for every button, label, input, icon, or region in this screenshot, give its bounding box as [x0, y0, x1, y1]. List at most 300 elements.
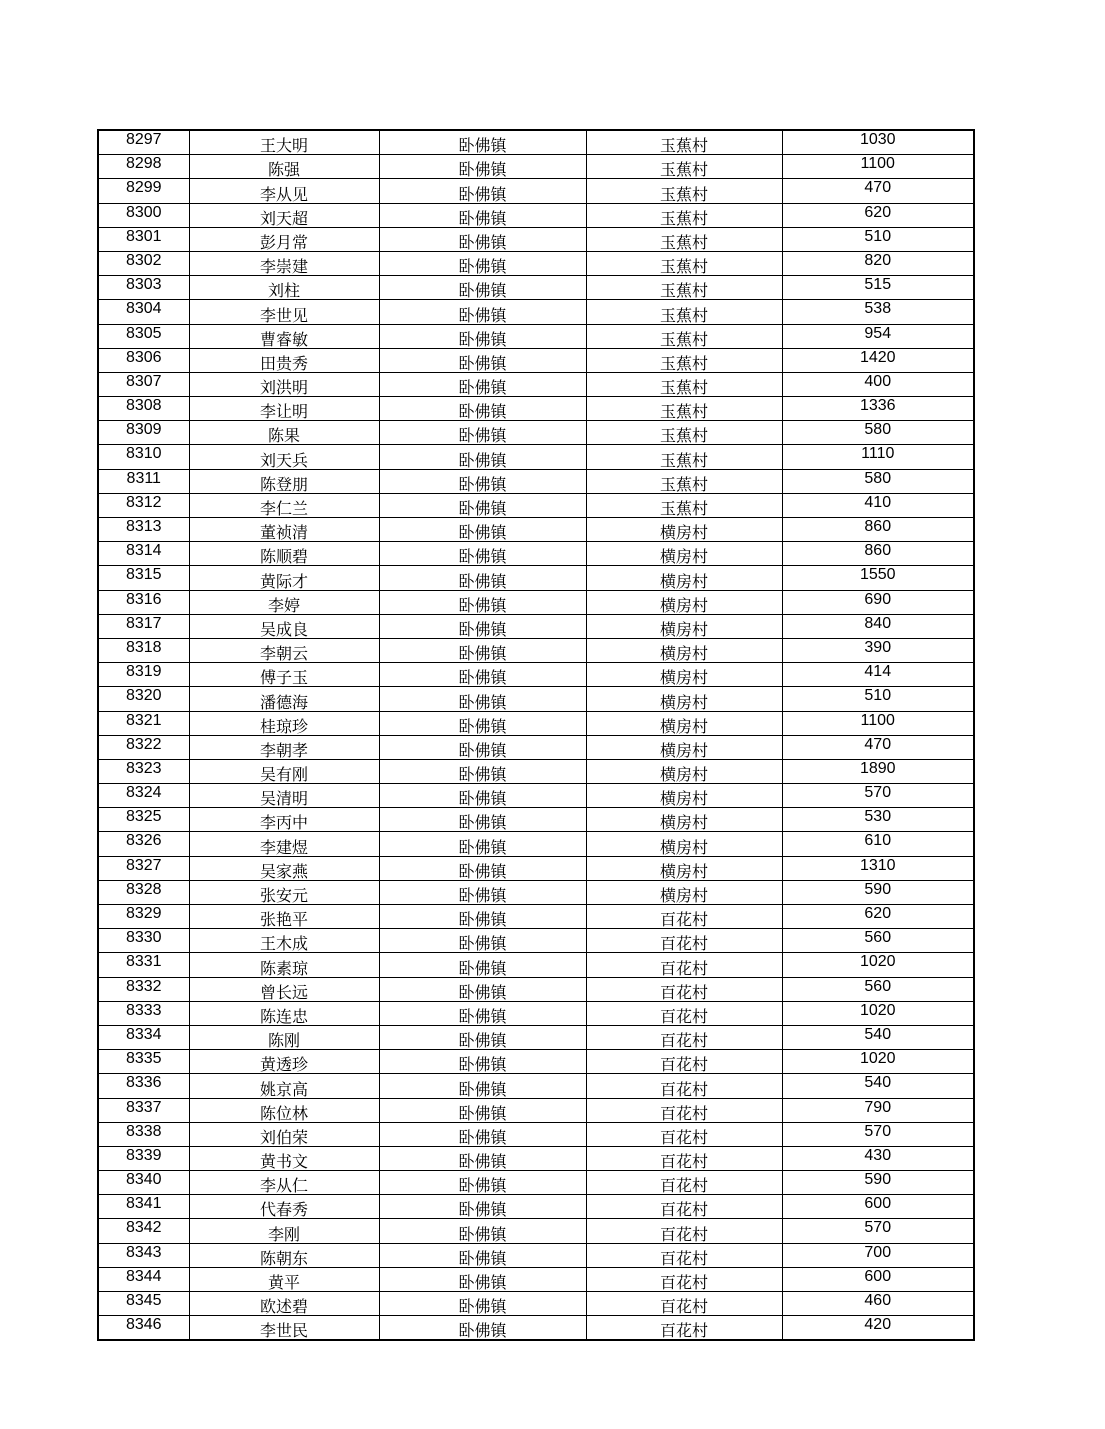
table-row [98, 929, 974, 953]
name-cell: 董祯清 [189, 518, 379, 542]
name-cell: 李刚 [189, 1219, 379, 1243]
amount-cell: 600 [782, 1267, 974, 1291]
amount-cell: 1100 [782, 155, 974, 179]
village-cell: 横房村 [586, 832, 782, 856]
town-cell: 卧佛镇 [379, 251, 586, 275]
amount-cell: 580 [782, 469, 974, 493]
village-cell: 玉蕉村 [586, 276, 782, 300]
town-cell: 卧佛镇 [379, 1001, 586, 1025]
amount-cell: 570 [782, 1219, 974, 1243]
row-number-cell: 8324 [98, 784, 189, 808]
amount-cell: 610 [782, 832, 974, 856]
town-cell: 卧佛镇 [379, 953, 586, 977]
name-cell: 黄书文 [189, 1146, 379, 1170]
village-cell: 百花村 [586, 929, 782, 953]
name-cell: 刘柱 [189, 276, 379, 300]
table-row [98, 1267, 974, 1291]
name-cell: 吴成良 [189, 614, 379, 638]
row-number-cell: 8336 [98, 1074, 189, 1098]
amount-cell: 790 [782, 1098, 974, 1122]
village-cell: 玉蕉村 [586, 300, 782, 324]
town-cell: 卧佛镇 [379, 542, 586, 566]
table-row [98, 590, 974, 614]
name-cell: 吴有刚 [189, 759, 379, 783]
amount-cell: 690 [782, 590, 974, 614]
village-cell: 横房村 [586, 711, 782, 735]
name-cell: 田贵秀 [189, 348, 379, 372]
row-number-cell: 8339 [98, 1146, 189, 1170]
village-cell: 横房村 [586, 735, 782, 759]
table-row [98, 421, 974, 445]
amount-cell: 1336 [782, 397, 974, 421]
town-cell: 卧佛镇 [379, 711, 586, 735]
table-row [98, 251, 974, 275]
table-row [98, 276, 974, 300]
table-row [98, 1292, 974, 1316]
row-number-cell: 8333 [98, 1001, 189, 1025]
village-cell: 横房村 [586, 542, 782, 566]
row-number-cell: 8318 [98, 638, 189, 662]
village-cell: 百花村 [586, 977, 782, 1001]
amount-cell: 590 [782, 1171, 974, 1195]
row-number-cell: 8317 [98, 614, 189, 638]
amount-cell: 510 [782, 687, 974, 711]
amount-cell: 530 [782, 808, 974, 832]
row-number-cell: 8310 [98, 445, 189, 469]
amount-cell: 1030 [782, 130, 974, 155]
town-cell: 卧佛镇 [379, 276, 586, 300]
table-row [98, 808, 974, 832]
town-cell: 卧佛镇 [379, 324, 586, 348]
name-cell: 张艳平 [189, 905, 379, 929]
table-row [98, 1146, 974, 1170]
amount-cell: 510 [782, 227, 974, 251]
town-cell: 卧佛镇 [379, 348, 586, 372]
table-row [98, 1219, 974, 1243]
town-cell: 卧佛镇 [379, 1122, 586, 1146]
town-cell: 卧佛镇 [379, 1292, 586, 1316]
amount-cell: 620 [782, 203, 974, 227]
name-cell: 陈强 [189, 155, 379, 179]
town-cell: 卧佛镇 [379, 759, 586, 783]
row-number-cell: 8320 [98, 687, 189, 711]
village-cell: 横房村 [586, 518, 782, 542]
village-cell: 横房村 [586, 638, 782, 662]
town-cell: 卧佛镇 [379, 1146, 586, 1170]
town-cell: 卧佛镇 [379, 735, 586, 759]
town-cell: 卧佛镇 [379, 1025, 586, 1049]
row-number-cell: 8321 [98, 711, 189, 735]
table-body [98, 130, 974, 1340]
row-number-cell: 8309 [98, 421, 189, 445]
village-cell: 横房村 [586, 590, 782, 614]
table-row [98, 130, 974, 155]
town-cell: 卧佛镇 [379, 663, 586, 687]
table-row [98, 1171, 974, 1195]
village-cell: 横房村 [586, 687, 782, 711]
row-number-cell: 8344 [98, 1267, 189, 1291]
town-cell: 卧佛镇 [379, 1219, 586, 1243]
row-number-cell: 8323 [98, 759, 189, 783]
village-cell: 玉蕉村 [586, 469, 782, 493]
town-cell: 卧佛镇 [379, 445, 586, 469]
town-cell: 卧佛镇 [379, 905, 586, 929]
table-row [98, 880, 974, 904]
amount-cell: 590 [782, 880, 974, 904]
table-row [98, 905, 974, 929]
town-cell: 卧佛镇 [379, 1171, 586, 1195]
amount-cell: 410 [782, 493, 974, 517]
row-number-cell: 8338 [98, 1122, 189, 1146]
amount-cell: 1020 [782, 1001, 974, 1025]
name-cell: 陈位林 [189, 1098, 379, 1122]
town-cell: 卧佛镇 [379, 687, 586, 711]
table-row [98, 663, 974, 687]
village-cell: 横房村 [586, 808, 782, 832]
row-number-cell: 8302 [98, 251, 189, 275]
name-cell: 李从仁 [189, 1171, 379, 1195]
amount-cell: 700 [782, 1243, 974, 1267]
name-cell: 傅子玉 [189, 663, 379, 687]
town-cell: 卧佛镇 [379, 614, 586, 638]
town-cell: 卧佛镇 [379, 203, 586, 227]
village-cell: 玉蕉村 [586, 203, 782, 227]
amount-cell: 820 [782, 251, 974, 275]
table-row [98, 759, 974, 783]
table-row [98, 493, 974, 517]
amount-cell: 1310 [782, 856, 974, 880]
village-cell: 百花村 [586, 905, 782, 929]
town-cell: 卧佛镇 [379, 227, 586, 251]
amount-cell: 580 [782, 421, 974, 445]
name-cell: 陈连忠 [189, 1001, 379, 1025]
village-cell: 横房村 [586, 856, 782, 880]
row-number-cell: 8308 [98, 397, 189, 421]
village-cell: 横房村 [586, 784, 782, 808]
village-cell: 百花村 [586, 1050, 782, 1074]
town-cell: 卧佛镇 [379, 372, 586, 396]
table-row [98, 638, 974, 662]
amount-cell: 1100 [782, 711, 974, 735]
table-row [98, 977, 974, 1001]
town-cell: 卧佛镇 [379, 566, 586, 590]
town-cell: 卧佛镇 [379, 1243, 586, 1267]
town-cell: 卧佛镇 [379, 832, 586, 856]
table-row [98, 953, 974, 977]
village-cell: 百花村 [586, 1195, 782, 1219]
row-number-cell: 8306 [98, 348, 189, 372]
town-cell: 卧佛镇 [379, 638, 586, 662]
town-cell: 卧佛镇 [379, 179, 586, 203]
village-cell: 玉蕉村 [586, 324, 782, 348]
amount-cell: 1420 [782, 348, 974, 372]
name-cell: 曹睿敏 [189, 324, 379, 348]
table-row [98, 179, 974, 203]
name-cell: 黄际才 [189, 566, 379, 590]
table-row [98, 1001, 974, 1025]
table-row [98, 542, 974, 566]
table-row [98, 735, 974, 759]
name-cell: 欧述碧 [189, 1292, 379, 1316]
amount-cell: 538 [782, 300, 974, 324]
village-cell: 百花村 [586, 1001, 782, 1025]
row-number-cell: 8345 [98, 1292, 189, 1316]
amount-cell: 840 [782, 614, 974, 638]
amount-cell: 600 [782, 1195, 974, 1219]
town-cell: 卧佛镇 [379, 1195, 586, 1219]
town-cell: 卧佛镇 [379, 929, 586, 953]
amount-cell: 1020 [782, 1050, 974, 1074]
name-cell: 吴家燕 [189, 856, 379, 880]
table-row [98, 784, 974, 808]
name-cell: 刘天超 [189, 203, 379, 227]
row-number-cell: 8337 [98, 1098, 189, 1122]
village-cell: 横房村 [586, 566, 782, 590]
village-cell: 玉蕉村 [586, 179, 782, 203]
amount-cell: 470 [782, 735, 974, 759]
village-cell: 玉蕉村 [586, 155, 782, 179]
amount-cell: 515 [782, 276, 974, 300]
village-cell: 百花村 [586, 1292, 782, 1316]
village-cell: 横房村 [586, 614, 782, 638]
row-number-cell: 8327 [98, 856, 189, 880]
town-cell: 卧佛镇 [379, 1267, 586, 1291]
row-number-cell: 8301 [98, 227, 189, 251]
amount-cell: 560 [782, 977, 974, 1001]
amount-cell: 1020 [782, 953, 974, 977]
table-row [98, 1025, 974, 1049]
village-cell: 百花村 [586, 1219, 782, 1243]
table-row [98, 1074, 974, 1098]
name-cell: 刘洪明 [189, 372, 379, 396]
row-number-cell: 8328 [98, 880, 189, 904]
village-cell: 玉蕉村 [586, 130, 782, 155]
amount-cell: 390 [782, 638, 974, 662]
town-cell: 卧佛镇 [379, 469, 586, 493]
town-cell: 卧佛镇 [379, 784, 586, 808]
table-row [98, 348, 974, 372]
table-row [98, 300, 974, 324]
name-cell: 陈素琼 [189, 953, 379, 977]
row-number-cell: 8297 [98, 130, 189, 155]
amount-cell: 414 [782, 663, 974, 687]
table-row [98, 469, 974, 493]
table-row [98, 832, 974, 856]
row-number-cell: 8300 [98, 203, 189, 227]
amount-cell: 1550 [782, 566, 974, 590]
name-cell: 陈登朋 [189, 469, 379, 493]
name-cell: 代春秀 [189, 1195, 379, 1219]
village-cell: 玉蕉村 [586, 397, 782, 421]
amount-cell: 400 [782, 372, 974, 396]
table-row [98, 372, 974, 396]
row-number-cell: 8342 [98, 1219, 189, 1243]
amount-cell: 540 [782, 1074, 974, 1098]
village-cell: 玉蕉村 [586, 493, 782, 517]
village-cell: 玉蕉村 [586, 251, 782, 275]
row-number-cell: 8319 [98, 663, 189, 687]
amount-cell: 560 [782, 929, 974, 953]
town-cell: 卧佛镇 [379, 1050, 586, 1074]
row-number-cell: 8298 [98, 155, 189, 179]
data-table [97, 129, 975, 1341]
amount-cell: 860 [782, 542, 974, 566]
name-cell: 李从见 [189, 179, 379, 203]
name-cell: 李丙中 [189, 808, 379, 832]
table-row [98, 1243, 974, 1267]
name-cell: 陈刚 [189, 1025, 379, 1049]
name-cell: 刘天兵 [189, 445, 379, 469]
row-number-cell: 8326 [98, 832, 189, 856]
table-row [98, 1316, 974, 1341]
amount-cell: 570 [782, 784, 974, 808]
village-cell: 横房村 [586, 759, 782, 783]
row-number-cell: 8329 [98, 905, 189, 929]
row-number-cell: 8335 [98, 1050, 189, 1074]
row-number-cell: 8315 [98, 566, 189, 590]
table-row [98, 711, 974, 735]
table-row [98, 1195, 974, 1219]
name-cell: 李朝孝 [189, 735, 379, 759]
village-cell: 横房村 [586, 880, 782, 904]
table-row [98, 566, 974, 590]
town-cell: 卧佛镇 [379, 130, 586, 155]
table-row [98, 397, 974, 421]
village-cell: 百花村 [586, 1316, 782, 1341]
row-number-cell: 8334 [98, 1025, 189, 1049]
village-cell: 百花村 [586, 1146, 782, 1170]
town-cell: 卧佛镇 [379, 493, 586, 517]
row-number-cell: 8312 [98, 493, 189, 517]
name-cell: 彭月常 [189, 227, 379, 251]
town-cell: 卧佛镇 [379, 518, 586, 542]
row-number-cell: 8325 [98, 808, 189, 832]
name-cell: 李世见 [189, 300, 379, 324]
town-cell: 卧佛镇 [379, 808, 586, 832]
town-cell: 卧佛镇 [379, 421, 586, 445]
table-row [98, 227, 974, 251]
name-cell: 陈果 [189, 421, 379, 445]
table-row [98, 445, 974, 469]
town-cell: 卧佛镇 [379, 1316, 586, 1341]
row-number-cell: 8331 [98, 953, 189, 977]
row-number-cell: 8330 [98, 929, 189, 953]
amount-cell: 620 [782, 905, 974, 929]
amount-cell: 460 [782, 1292, 974, 1316]
name-cell: 刘伯荣 [189, 1122, 379, 1146]
row-number-cell: 8311 [98, 469, 189, 493]
row-number-cell: 8313 [98, 518, 189, 542]
village-cell: 百花村 [586, 1171, 782, 1195]
name-cell: 黄透珍 [189, 1050, 379, 1074]
village-cell: 百花村 [586, 1025, 782, 1049]
table-row [98, 687, 974, 711]
table-row [98, 324, 974, 348]
amount-cell: 570 [782, 1122, 974, 1146]
name-cell: 吴清明 [189, 784, 379, 808]
name-cell: 李让明 [189, 397, 379, 421]
name-cell: 王大明 [189, 130, 379, 155]
town-cell: 卧佛镇 [379, 1074, 586, 1098]
row-number-cell: 8341 [98, 1195, 189, 1219]
name-cell: 王木成 [189, 929, 379, 953]
amount-cell: 470 [782, 179, 974, 203]
village-cell: 横房村 [586, 663, 782, 687]
amount-cell: 954 [782, 324, 974, 348]
name-cell: 曾长远 [189, 977, 379, 1001]
village-cell: 百花村 [586, 1243, 782, 1267]
name-cell: 姚京高 [189, 1074, 379, 1098]
row-number-cell: 8303 [98, 276, 189, 300]
village-cell: 玉蕉村 [586, 372, 782, 396]
name-cell: 李朝云 [189, 638, 379, 662]
row-number-cell: 8305 [98, 324, 189, 348]
name-cell: 张安元 [189, 880, 379, 904]
table-row [98, 203, 974, 227]
table-row [98, 856, 974, 880]
name-cell: 潘德海 [189, 687, 379, 711]
row-number-cell: 8346 [98, 1316, 189, 1341]
name-cell: 李世民 [189, 1316, 379, 1341]
town-cell: 卧佛镇 [379, 155, 586, 179]
row-number-cell: 8299 [98, 179, 189, 203]
row-number-cell: 8322 [98, 735, 189, 759]
row-number-cell: 8332 [98, 977, 189, 1001]
village-cell: 百花村 [586, 953, 782, 977]
table-row [98, 518, 974, 542]
row-number-cell: 8340 [98, 1171, 189, 1195]
amount-cell: 430 [782, 1146, 974, 1170]
village-cell: 玉蕉村 [586, 227, 782, 251]
village-cell: 玉蕉村 [586, 421, 782, 445]
row-number-cell: 8314 [98, 542, 189, 566]
village-cell: 玉蕉村 [586, 348, 782, 372]
town-cell: 卧佛镇 [379, 1098, 586, 1122]
name-cell: 李婷 [189, 590, 379, 614]
name-cell: 李崇建 [189, 251, 379, 275]
row-number-cell: 8316 [98, 590, 189, 614]
table-row [98, 1050, 974, 1074]
village-cell: 百花村 [586, 1267, 782, 1291]
village-cell: 玉蕉村 [586, 445, 782, 469]
row-number-cell: 8343 [98, 1243, 189, 1267]
row-number-cell: 8304 [98, 300, 189, 324]
row-number-cell: 8307 [98, 372, 189, 396]
amount-cell: 420 [782, 1316, 974, 1341]
village-cell: 百花村 [586, 1074, 782, 1098]
amount-cell: 860 [782, 518, 974, 542]
town-cell: 卧佛镇 [379, 590, 586, 614]
amount-cell: 1890 [782, 759, 974, 783]
town-cell: 卧佛镇 [379, 300, 586, 324]
name-cell: 黄平 [189, 1267, 379, 1291]
town-cell: 卧佛镇 [379, 397, 586, 421]
name-cell: 李仁兰 [189, 493, 379, 517]
amount-cell: 540 [782, 1025, 974, 1049]
name-cell: 桂琼珍 [189, 711, 379, 735]
name-cell: 陈朝东 [189, 1243, 379, 1267]
amount-cell: 1110 [782, 445, 974, 469]
town-cell: 卧佛镇 [379, 880, 586, 904]
name-cell: 李建煜 [189, 832, 379, 856]
town-cell: 卧佛镇 [379, 856, 586, 880]
town-cell: 卧佛镇 [379, 977, 586, 1001]
table-row [98, 155, 974, 179]
name-cell: 陈顺碧 [189, 542, 379, 566]
table-row [98, 1122, 974, 1146]
village-cell: 百花村 [586, 1122, 782, 1146]
table-row [98, 614, 974, 638]
